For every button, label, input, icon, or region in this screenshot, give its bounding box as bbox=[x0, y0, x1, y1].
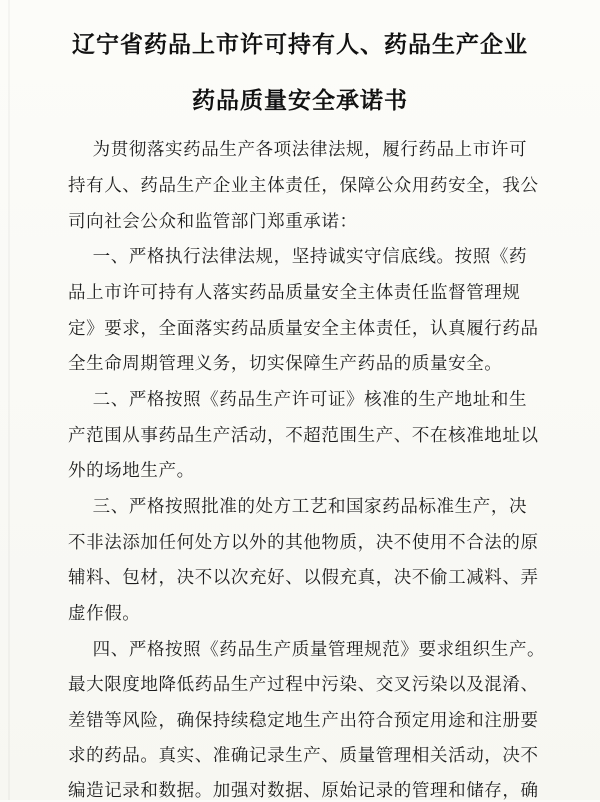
body-line: 二、严格按照《药品生产许可证》核准的生产地址和生 bbox=[68, 390, 528, 410]
body-line: 司向社会公众和监管部门郑重承诺： bbox=[68, 212, 358, 232]
body-line: 定》要求，全面落实药品质量安全主体责任，认真履行药品 bbox=[68, 319, 539, 339]
scan-edge bbox=[8, 0, 10, 800]
body-line: 产范围从事药品生产活动，不超范围生产、不在核准地址以 bbox=[68, 426, 539, 446]
body-line: 差错等风险，确保持续稳定地生产出符合预定用途和注册要 bbox=[68, 711, 539, 731]
document-title-line-1: 辽宁省药品上市许可持有人、药品生产企业 bbox=[72, 32, 528, 58]
body-line: 虚作假。 bbox=[68, 604, 141, 624]
body-line: 全生命周期管理义务，切实保障生产药品的质量安全。 bbox=[68, 354, 503, 374]
body-line: 四、严格按照《药品生产质量管理规范》要求组织生产。 bbox=[68, 640, 546, 660]
body-line: 品上市许可持有人落实药品质量安全主体责任监督管理规 bbox=[68, 283, 521, 303]
body-line: 求的药品。真实、准确记录生产、质量管理相关活动，决不 bbox=[68, 746, 539, 766]
body-line: 不非法添加任何处方以外的其他物质，决不使用不合法的原 bbox=[68, 533, 539, 553]
body-line: 外的场地生产。 bbox=[68, 461, 195, 481]
body-line: 最大限度地降低药品生产过程中污染、交叉污染以及混淆、 bbox=[68, 675, 539, 695]
document-title-line-2: 药品质量安全承诺书 bbox=[192, 88, 408, 114]
body-line: 辅料、包材，决不以次充好、以假充真，决不偷工减料、弄 bbox=[68, 568, 539, 588]
body-line: 为贯彻落实药品生产各项法律法规，履行药品上市许可 bbox=[68, 140, 528, 160]
body-line: 编造记录和数据。加强对数据、原始记录的管理和储存，确 bbox=[68, 781, 539, 801]
body-line: 持有人、药品生产企业主体责任，保障公众用药安全，我公 bbox=[68, 176, 539, 196]
body-line: 一、严格执行法律法规，坚持诚实守信底线。按照《药 bbox=[68, 247, 528, 267]
body-line: 三、严格按照批准的处方工艺和国家药品标准生产，决 bbox=[68, 497, 528, 517]
